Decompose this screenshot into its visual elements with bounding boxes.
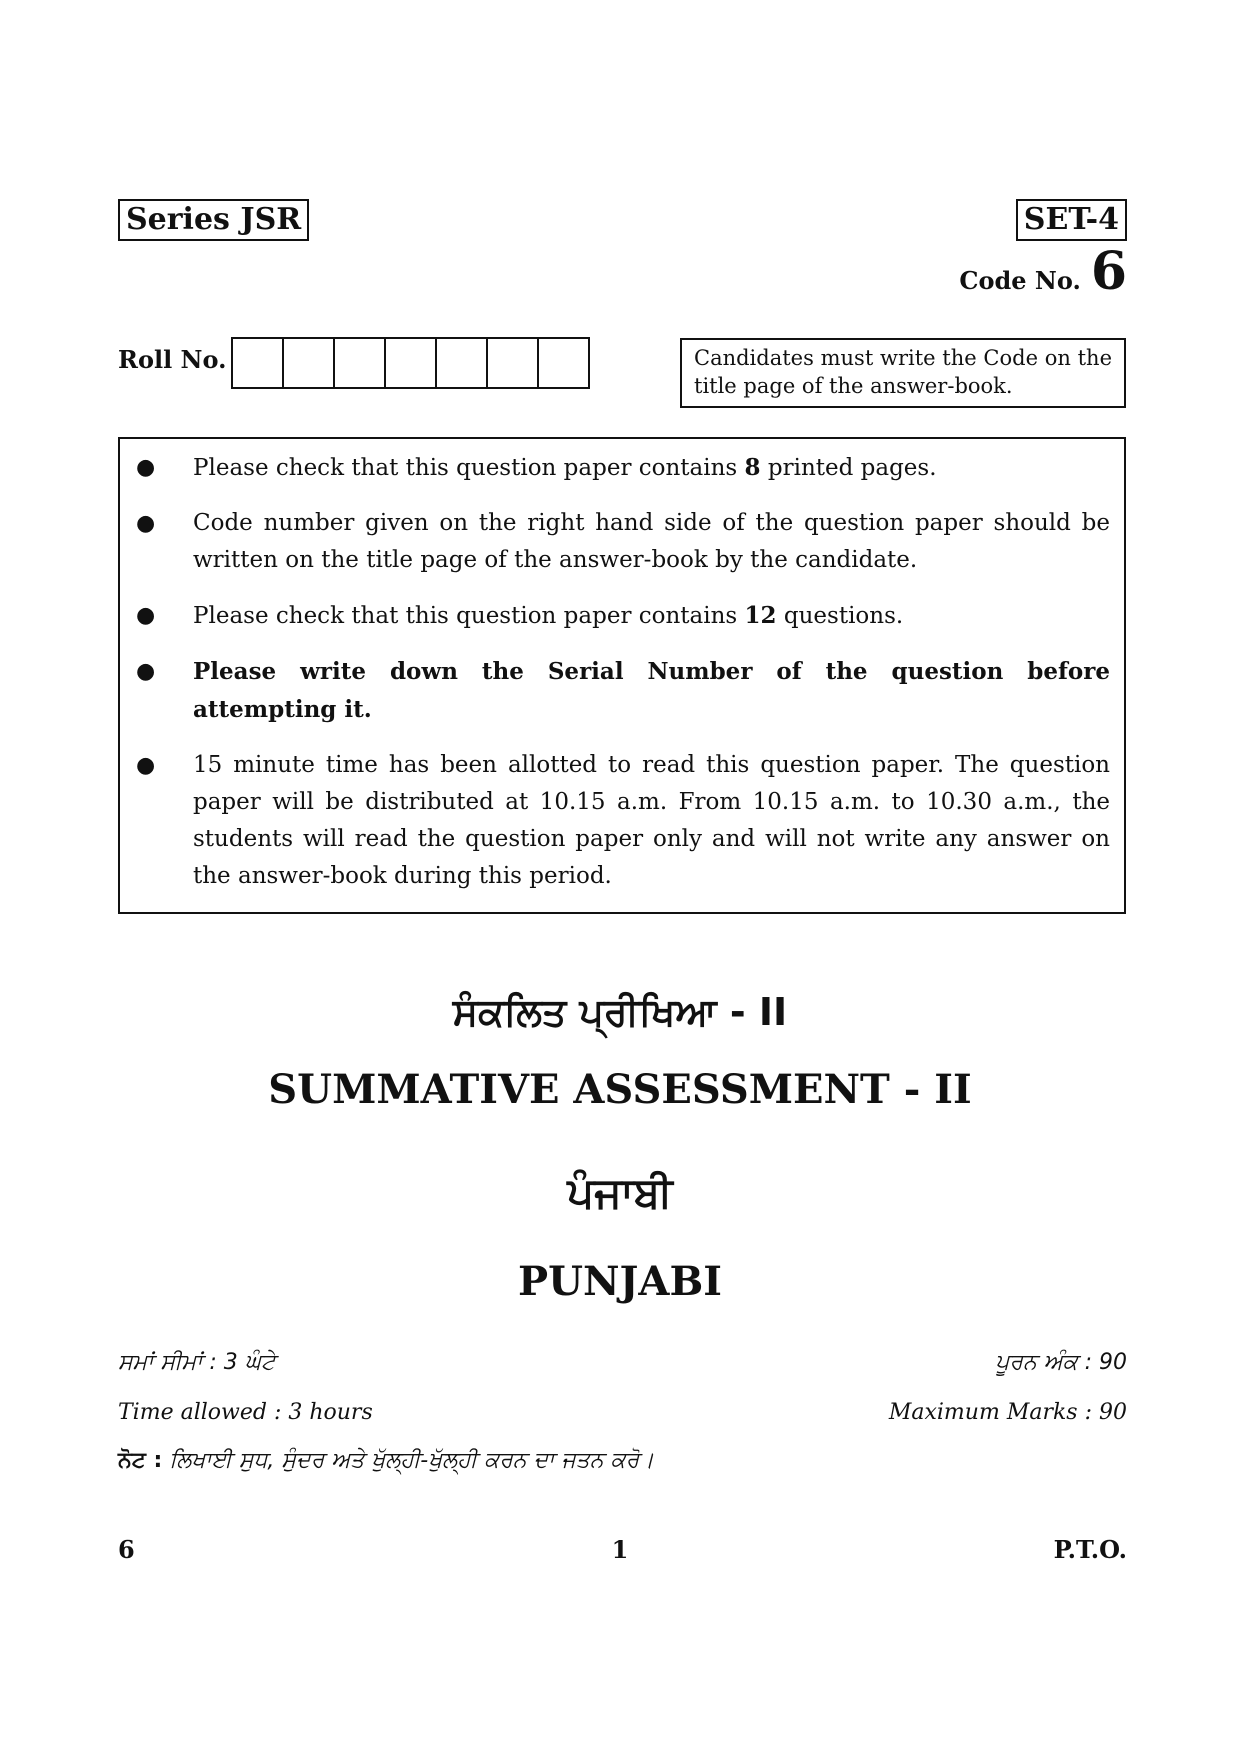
instruction-text: questions.: [776, 603, 904, 629]
roll-number-label: Roll No.: [118, 345, 227, 374]
instruction-item: [120, 449, 1110, 487]
instruction-item: [120, 747, 1110, 895]
roll-number-boxes[interactable]: [231, 337, 590, 389]
code-number-label: Code No.: [959, 266, 1081, 295]
instruction-text: Please check that this question paper contains: [193, 603, 745, 629]
footer-code: 6: [118, 1535, 135, 1564]
note-text: ਲਿਖਾਈ ਸੁਧ, ਸੁੰਦਰ ਅਤੇ ਖੁੱਲ੍ਹੀ-ਖੁੱਲ੍ਹੀ ਕਰਨ ਦਾ ਜਤਨ ਕਰੋ।: [162, 1448, 654, 1473]
instruction-text: Please write down the Serial Number of the question before attempting it.: [193, 658, 1110, 723]
page-number: 1: [611, 1535, 629, 1564]
subject-title: PUNJABI: [517, 1258, 722, 1305]
bullet-icon: ●: [136, 659, 156, 684]
instruction-text: 15 minute time has been allotted to read this question paper. The question paper will be distributed at 10.15 a.m. From 10.15 a.m. to 10.30 a.m., the students will read the question paper only and will not write any answer on the answer-book during this period.: [193, 752, 1110, 889]
roll-number-cell[interactable]: [284, 339, 335, 387]
code-number: [959, 241, 1127, 302]
instruction-text: Code number given on the right hand side of the question paper should be written on the title page of the answer-book by the candidate.: [193, 510, 1110, 573]
roll-number-cell[interactable]: [335, 339, 386, 387]
code-instruction-note: Candidates must write the Code on the title page of the answer-book.: [680, 338, 1126, 408]
roll-number-cell[interactable]: [233, 339, 284, 387]
bullet-icon: ●: [136, 753, 156, 778]
note: [118, 1448, 654, 1473]
code-number-value: 6: [1090, 241, 1127, 302]
subject-title-punjabi: ਪੰਜਾਬੀ: [567, 1168, 673, 1217]
instructions-box: [118, 437, 1126, 914]
time-allowed: Time allowed : 3 hours: [118, 1400, 373, 1425]
note-label: ਨੋਟ :: [118, 1448, 163, 1473]
instruction-item: [120, 653, 1110, 729]
assessment-title-punjabi: ਸੰਕਲਿਤ ਪ੍ਰੀਖਿਆ - II: [452, 990, 788, 1034]
instruction-text: Please check that this question paper contains: [193, 455, 745, 481]
pto-label: P.T.O.: [1053, 1535, 1127, 1564]
roll-number-cell[interactable]: [437, 339, 488, 387]
maximum-marks-punjabi: ਪੂਰਨ ਅੰਕ : 90: [995, 1350, 1127, 1375]
set-label: SET-4: [1016, 199, 1127, 241]
instruction-item: [120, 597, 1110, 635]
instruction-number: 8: [744, 454, 761, 481]
roll-number-cell[interactable]: [539, 339, 588, 387]
time-allowed-punjabi: ਸਮਾਂ ਸੀਮਾਂ : 3 ਘੰਟੇ: [118, 1350, 276, 1375]
roll-number-cell[interactable]: [386, 339, 437, 387]
bullet-icon: ●: [136, 455, 156, 480]
bullet-icon: ●: [136, 603, 156, 628]
instruction-number: 12: [744, 602, 777, 629]
instruction-text: printed pages.: [760, 455, 937, 481]
assessment-title: SUMMATIVE ASSESSMENT - II: [268, 1066, 972, 1113]
roll-number-cell[interactable]: [488, 339, 539, 387]
maximum-marks: Maximum Marks : 90: [888, 1400, 1127, 1425]
instruction-item: [120, 505, 1110, 579]
bullet-icon: ●: [136, 511, 156, 536]
series-label: Series JSR: [118, 199, 309, 241]
